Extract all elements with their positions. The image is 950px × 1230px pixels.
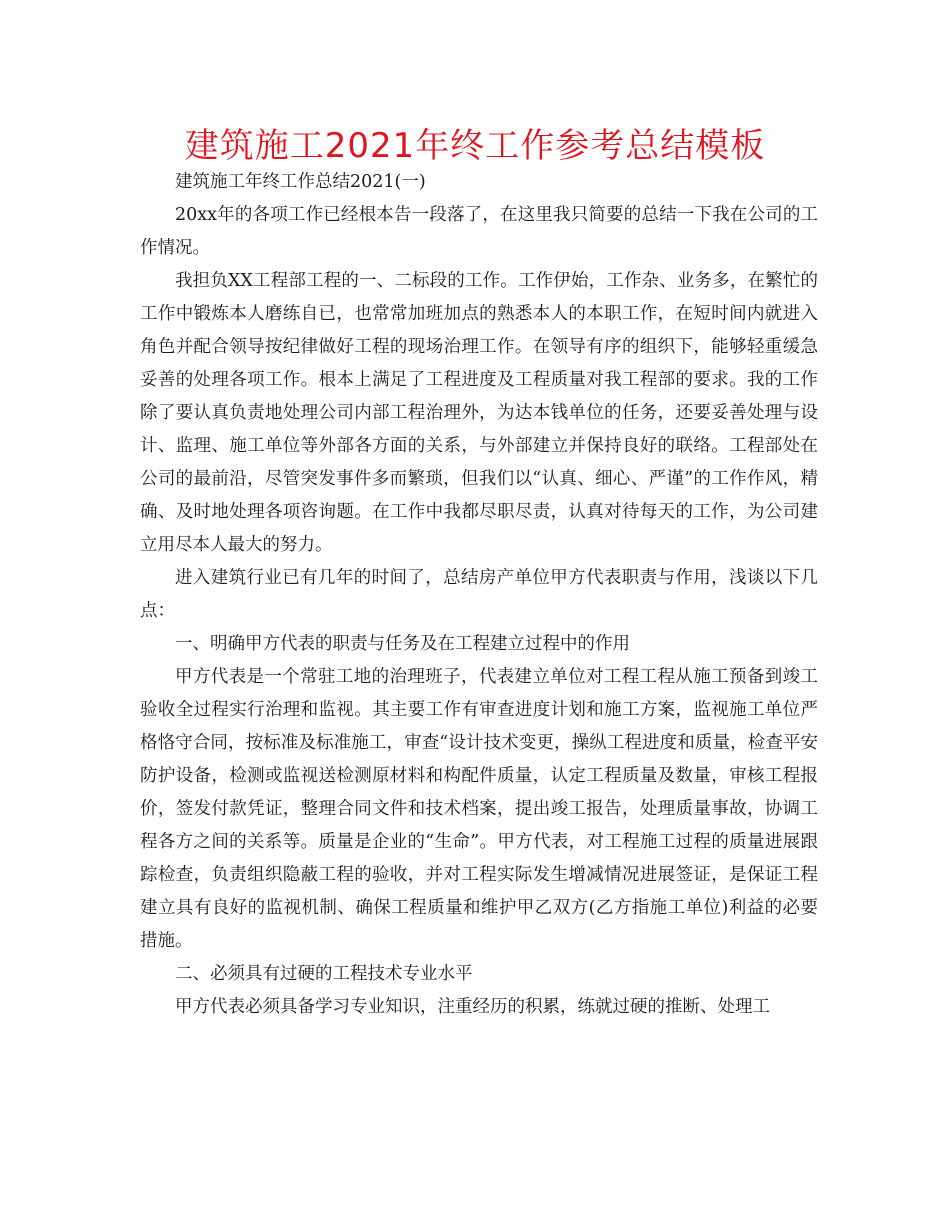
paragraph-points-intro: 进入建筑行业已有几年的时间了，总结房产单位甲方代表职责与作用，浅谈以下几点： [140,568,818,621]
section-heading-1: 一、明确甲方代表的职责与任务及在工程建立过程中的作用 [175,634,630,654]
paragraph-work-summary: 我担负XX工程部工程的一、二标段的工作。工作伊始，工作杂、业务多，在繁忙的工作中锻炼本人磨练自已，也常常加班加点的熟悉本人的本职工作，在短时间内就进入角色并配合领导按纪律做好工程的现场治理工作。在领导有序的组织下，能够轻重缓急妥善的处理各项工作。根本上满足了工程进度及工程质量对我工程部的要求。我的工作除了要认真负责地处理公司内部工程治理外，为达本钱单位的任务，还要妥善处理与设计、监理、施工单位等外部各方面的关系，与外部建立并保持良好的联络。工程部处在公司的最前沿，尽管突发事件多而繁琐，但我们以“认真、细心、严谨”的工作作风，精确、及时地处理各项咨询题。在工作中我都尽职尽责，认真对待每天的工作，为公司建立用尽本人最大的努力。 [140,271,818,555]
paragraph-technical-skill: 甲方代表必须具备学习专业知识，注重经历的积累，练就过硬的推断、处理工 [175,997,770,1017]
document-body [140,166,818,1024]
document-title: 建筑施工2021年终工作参考总结模板 [184,126,766,166]
section-heading-2: 二、必须具有过硬的工程技术专业水平 [175,964,473,984]
paragraph-owner-representative: 甲方代表是一个常驻工地的治理班子，代表建立单位对工程工程从施工预备到竣工验收全过程实行治理和监视。其主要工作有审查进度计划和施工方案，监视施工单位严格恪守合同，按标准及标准施工，审查“设计技术变更，操纵工程进度和质量，检查平安防护设备，检测或监视送检测原材料和构配件质量，认定工程质量及数量，审核工程报价，签发付款凭证，整理合同文件和技术档案，提出竣工报告，处理质量事故，协调工程各方之间的关系等。质量是企业的“生命”。甲方代表，对工程施工过程的质量进展跟踪检查，负责组织隐蔽工程的验收，并对工程实际发生增减情况进展签证，是保证工程建立具有良好的监视机制、确保工程质量和维护甲乙双方(乙方指施工单位)利益的必要措施。 [140,667,818,951]
paragraph-subtitle: 建筑施工年终工作总结2021(一) [175,172,426,192]
paragraph-intro: 20xx年的各项工作已经根本告一段落了，在这里我只简要的总结一下我在公司的工作情况。 [140,205,818,258]
